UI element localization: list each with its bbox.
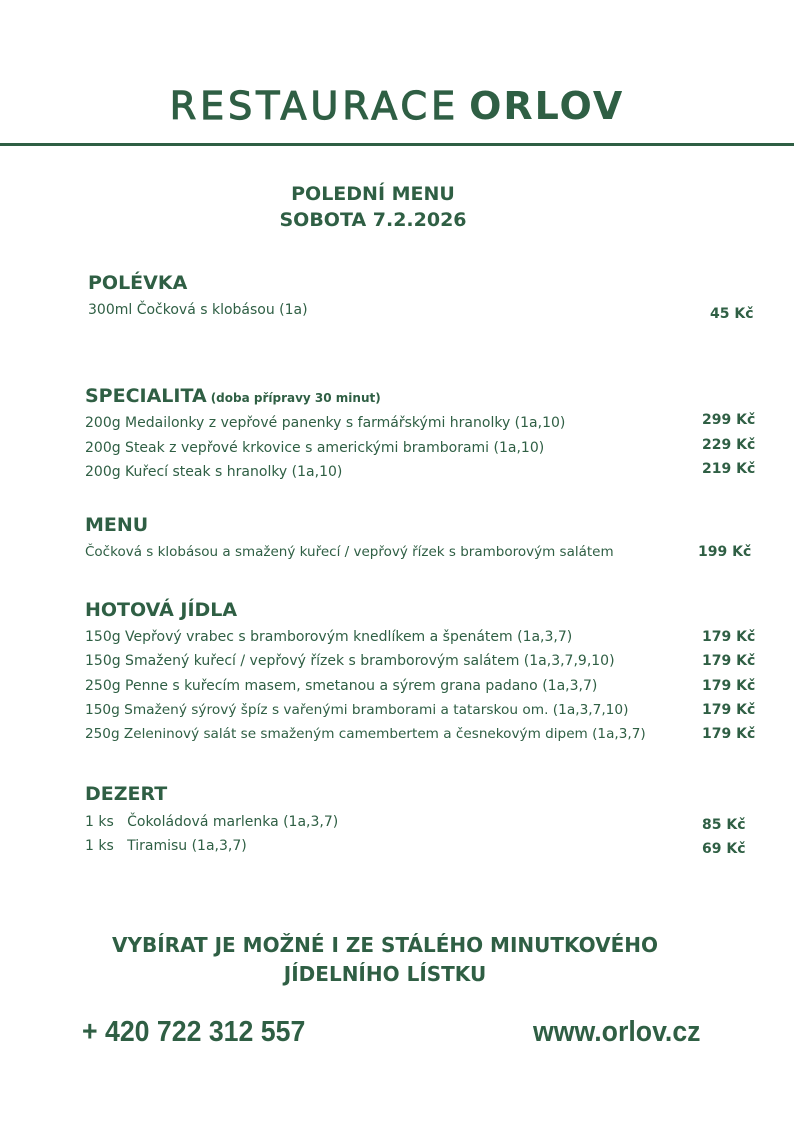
phone-number: + 420 722 312 557	[82, 1016, 306, 1048]
menu-item-price: 179 Kč	[702, 653, 756, 669]
menu-item-price: 85 Kč	[702, 817, 746, 833]
menu-item-name: 150g Smažený kuřecí / vepřový řízek s bramborovým salátem (1a,3,7,9,10)	[85, 653, 615, 669]
menu-item-price: 199 Kč	[698, 544, 752, 560]
menu-item-name: 250g Penne s kuřecím masem, smetanou a sýrem grana padano (1a,3,7)	[85, 678, 598, 694]
footer-note-line1: VYBÍRAT JE MOŽNÉ I ZE STÁLÉHO MINUTKOVÉHO	[112, 933, 658, 957]
logo-word-restaurace: RESTAURACE	[169, 84, 460, 128]
menu-item-price: 179 Kč	[702, 678, 756, 694]
menu-item-price: 69 Kč	[702, 841, 746, 857]
section-heading-dessert: DEZERT	[85, 783, 168, 805]
menu-item-name: 250g Zeleninový salát se smaženým camembertem a česnekovým dipem (1a,3,7)	[85, 726, 646, 742]
menu-item-price: 179 Kč	[702, 629, 756, 645]
menu-item-price: 179 Kč	[702, 726, 756, 742]
menu-item-price: 229 Kč	[702, 437, 756, 453]
menu-item-name: 1 ks Tiramisu (1a,3,7)	[85, 838, 247, 854]
menu-title: POLEDNÍ MENU	[291, 183, 455, 205]
menu-date: SOBOTA 7.2.2026	[279, 209, 467, 231]
menu-item-price: 179 Kč	[702, 702, 756, 718]
menu-item-name: 200g Kuřecí steak s hranolky (1a,10)	[85, 464, 343, 480]
website-link[interactable]: www.orlov.cz	[533, 1016, 701, 1048]
menu-item-name: 200g Medailonky z vepřové panenky s farmářskými hranolky (1a,10)	[85, 415, 566, 431]
menu-item-name: 1 ks Čokoládová marlenka (1a,3,7)	[85, 814, 339, 830]
menu-item-price: 45 Kč	[710, 306, 754, 322]
section-heading-menu: MENU	[85, 514, 149, 536]
section-note-prep-time: (doba přípravy 30 minut)	[210, 391, 381, 405]
menu-item-name: 150g Smažený sýrový špíz s vařenými bramborami a tatarskou om. (1a,3,7,10)	[85, 702, 629, 718]
restaurant-logo	[0, 84, 794, 128]
section-heading-soup: POLÉVKA	[88, 272, 188, 294]
menu-item-price: 219 Kč	[702, 461, 756, 477]
menu-item-name: Čočková s klobásou a smažený kuřecí / vepřový řízek s bramborovým salátem	[85, 544, 614, 560]
logo-word-orlov: ORLOV	[469, 84, 625, 128]
footer-note-line2: JÍDELNÍHO LÍSTKU	[283, 962, 487, 986]
header-divider	[0, 143, 794, 146]
section-heading-special-label: SPECIALITA	[85, 385, 207, 407]
menu-item-price: 299 Kč	[702, 412, 756, 428]
section-heading-ready-meals: HOTOVÁ JÍDLA	[85, 599, 238, 621]
menu-item-name: 200g Steak z vepřové krkovice s americkými bramborami (1a,10)	[85, 440, 545, 456]
section-heading-special	[85, 385, 381, 407]
menu-item-name: 300ml Čočková s klobásou (1a)	[88, 302, 308, 318]
menu-item-name: 150g Vepřový vrabec s bramborovým knedlíkem a špenátem (1a,3,7)	[85, 629, 573, 645]
